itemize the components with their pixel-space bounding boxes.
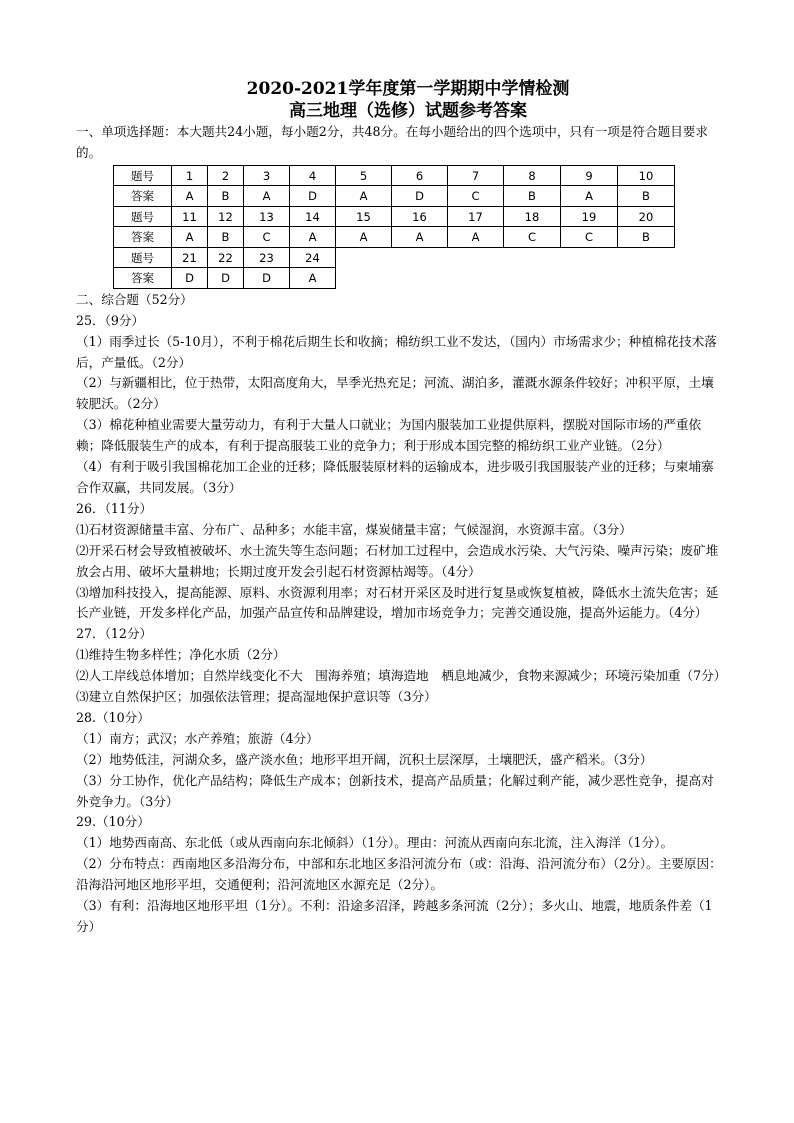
- table-cell: 5: [336, 165, 392, 186]
- table-cell: B: [618, 227, 675, 248]
- row-label: 答案: [114, 186, 172, 207]
- table-cell: A: [448, 227, 504, 248]
- table-cell: 20: [618, 206, 675, 227]
- answer-line: ⑶建立自然保护区；加强依法管理；提高湿地保护意识等（3分）: [76, 689, 437, 705]
- table-cell: 9: [561, 165, 618, 186]
- answer-line: （2）与新疆相比，位于热带，太阳高度角大，旱季光热充足；河流、湖泊多，灌溉水源条件较好；冲积平原，土壤较肥沃。（2分）: [76, 375, 714, 412]
- answer-line: （2）分布特点：西南地区多沿海分布，中部和东北地区多沿河流分布（或：沿海、沿河流分布）（2分）。主要原因：沿海沿河地区地形平坦，交通便利；沿河流地区水源充足（2分）。: [76, 856, 722, 893]
- table-cell: 17: [448, 206, 504, 227]
- table-cell: 7: [448, 165, 504, 186]
- table-cell: 18: [504, 206, 561, 227]
- table-cell: 10: [618, 165, 675, 186]
- answer-line: ⑴石材资源储量丰富、分布广、品种多；水能丰富，煤炭储量丰富；气候湿润，水资源丰富。（3分）: [76, 521, 632, 537]
- table-cell: C: [561, 227, 618, 248]
- answer-line: ⑵人工岸线总体增加；自然岸线变化不大 围海养殖；填海造地 栖息地减少，食物来源减少；环境污染加重（7分）: [76, 668, 727, 684]
- answer-sheet: [76, 78, 726, 938]
- table-cell: B: [208, 227, 244, 248]
- empty-area: [336, 268, 675, 289]
- table-cell: 14: [290, 206, 336, 227]
- table-cell: 11: [172, 206, 208, 227]
- table-cell: C: [448, 186, 504, 207]
- table-cell: A: [336, 186, 392, 207]
- table-cell: 12: [208, 206, 244, 227]
- table-cell: D: [290, 186, 336, 207]
- table-cell: D: [392, 186, 448, 207]
- table-cell: A: [561, 186, 618, 207]
- table-cell: B: [208, 186, 244, 207]
- table-cell: C: [244, 227, 290, 248]
- section1-intro: 一、单项选择题：本大题共24小题，每小题2分，共48分。在每小题给出的四个选项中，只有一项是符合题目要求的。: [76, 124, 708, 160]
- question-number: 27．（12分）: [76, 626, 153, 642]
- row-label: 答案: [114, 227, 172, 248]
- table-cell: 13: [244, 206, 290, 227]
- table-row: [114, 227, 675, 248]
- table-row: [114, 268, 675, 289]
- answer-line: （3）有利：沿海地区地形平坦（1分）。不利：沿途多沼泽，跨越多条河流（2分）；多火山、地震，地质条件差（1分）: [76, 898, 713, 934]
- section2-heading: 二、综合题（52分）: [76, 291, 193, 307]
- table-cell: D: [244, 268, 290, 289]
- table-cell: D: [208, 268, 244, 289]
- table-cell: 22: [208, 247, 244, 268]
- question-number: 26．（11分）: [76, 500, 153, 516]
- table-cell: 24: [290, 247, 336, 268]
- table-cell: 2: [208, 165, 244, 186]
- table-row: [114, 186, 675, 207]
- question-number: 29.（10分）: [76, 814, 150, 830]
- table-cell: 16: [392, 206, 448, 227]
- row-label: 题号: [114, 206, 172, 227]
- question-number: 25．（9分）: [76, 312, 145, 328]
- table-cell: 3: [244, 165, 290, 186]
- table-cell: 23: [244, 247, 290, 268]
- answer-line: （3）分工协作，优化产品结构；降低生产成本；创新技术，提高产品质量；化解过剩产能，减少恶性竞争，提高对外竞争力。（3分）: [76, 772, 714, 809]
- empty-area: [336, 247, 675, 268]
- answer-line: ⑵开采石材会导致植被破坏、水土流失等生态问题；石材加工过程中，会造成水污染、大气污染、噪声污染；废矿堆放会占用、破坏大量耕地；长期过度开发会引起石材资源枯竭等。（4分）: [76, 542, 719, 579]
- answer-line: （3）棉花种植业需要大量劳动力，有利于大量人口就业；为国内服装加工业提供原料，摆脱对国际市场的严重依赖；降低服装生产的成本，有利于提高服装工业的竞争力；利于形成本国完整的棉纺织工业产业链。（2分）: [76, 417, 702, 454]
- table-row: [114, 206, 675, 227]
- table-row: [114, 165, 675, 186]
- table-cell: A: [290, 227, 336, 248]
- table-cell: 21: [172, 247, 208, 268]
- answer-line: ⑴维持生物多样性；净化水质（2分）: [76, 647, 286, 663]
- answer-line: ⑶增加科技投入，提高能源、原料、水资源利用率；对石材开采区及时进行复垦或恢复植被，降低水土流失危害；延长产业链，开发多样化产品，加强产品宣传和品牌建设，增加市场竞争力；完善交通设施，提高外运能力。（4分）: [76, 584, 719, 621]
- table-cell: A: [336, 227, 392, 248]
- row-label: 题号: [114, 165, 172, 186]
- answer-line: （1）雨季过长（5-10月），不利于棉花后期生长和收摘；棉纺织工业不发达，（国内）市场需求少；种植棉花技术落后，产量低。（2分）: [76, 333, 717, 370]
- table-cell: 8: [504, 165, 561, 186]
- table-cell: A: [172, 227, 208, 248]
- table-cell: A: [244, 186, 290, 207]
- answer-line: （1）地势西南高、东北低（或从西南向东北倾斜）（1分）。理由：河流从西南向东北流，注入海洋（1分）。: [76, 835, 674, 851]
- table-cell: A: [392, 227, 448, 248]
- answer-line: （1）南方；武汉；水产养殖；旅游（4分）: [76, 730, 319, 746]
- question-number: 28.（10分）: [76, 709, 150, 725]
- answer-table: [113, 165, 675, 289]
- table-cell: C: [504, 227, 561, 248]
- table-cell: A: [290, 268, 336, 289]
- table-cell: 6: [392, 165, 448, 186]
- table-cell: 1: [172, 165, 208, 186]
- row-label: 题号: [114, 247, 172, 268]
- table-cell: B: [618, 186, 675, 207]
- table-cell: A: [172, 186, 208, 207]
- page-subtitle: 高三地理（选修）试题参考答案: [289, 101, 527, 121]
- page-title: 2020-2021学年度第一学期期中学情检测: [246, 79, 570, 99]
- table-cell: D: [172, 268, 208, 289]
- table-cell: 19: [561, 206, 618, 227]
- table-row: [114, 247, 675, 268]
- answer-line: （2）地势低洼，河湖众多，盛产淡水鱼；地形平坦开阔，沉积土层深厚，土壤肥沃，盛产稻米。（3分）: [76, 751, 653, 767]
- table-cell: 15: [336, 206, 392, 227]
- table-cell: 4: [290, 165, 336, 186]
- table-cell: B: [504, 186, 561, 207]
- answer-line: （4）有利于吸引我国棉花加工企业的迁移；降低服装原材料的运输成本，进步吸引我国服装产业的迁移；与柬埔寨合作双赢，共同发展。（3分）: [76, 459, 714, 495]
- row-label: 答案: [114, 268, 172, 289]
